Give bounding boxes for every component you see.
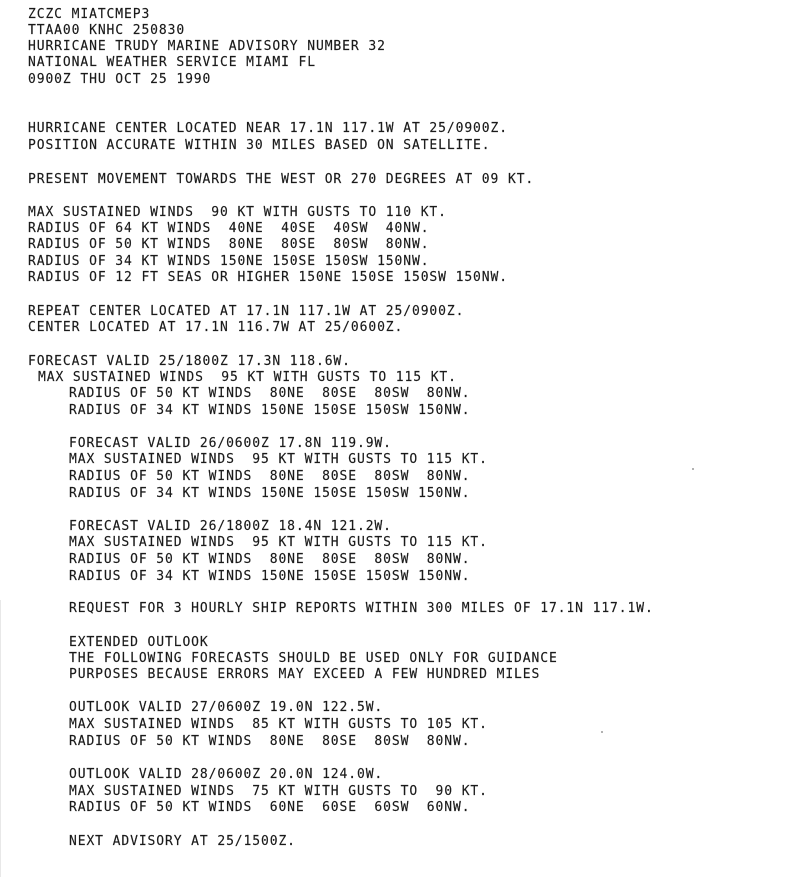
repeat-center-location: REPEAT CENTER LOCATED AT 17.1N 117.1W AT 25/0900Z.: [28, 304, 465, 319]
forecast-1-max-winds: MAX SUSTAINED WINDS 95 KT WITH GUSTS TO 115 KT.: [38, 370, 457, 385]
outlook-1-valid: OUTLOOK VALID 27/0600Z 19.0N 122.5W.: [69, 700, 384, 715]
header-line-ttaa: TTAA00 KNHC 250830: [28, 23, 186, 38]
center-location: HURRICANE CENTER LOCATED NEAR 17.1N 117.1W AT 25/0900Z.: [28, 121, 508, 136]
outlook-2-radius-50kt: RADIUS OF 50 KT WINDS 60NE 60SE 60SW 60NW.: [69, 800, 471, 815]
forecast-1-radius-34kt: RADIUS OF 34 KT WINDS 150NE 150SE 150SW 150NW.: [69, 403, 471, 418]
forecast-3-radius-50kt: RADIUS OF 50 KT WINDS 80NE 80SE 80SW 80NW.: [69, 552, 471, 567]
outlook-2-valid: OUTLOOK VALID 28/0600Z 20.0N 124.0W.: [69, 767, 384, 782]
radius-34kt-winds: RADIUS OF 34 KT WINDS 150NE 150SE 150SW 150NW.: [28, 254, 430, 269]
forecast-2-valid: FORECAST VALID 26/0600Z 17.8N 119.9W.: [69, 436, 392, 451]
ship-reports-request: REQUEST FOR 3 HOURLY SHIP REPORTS WITHIN 300 MILES OF 17.1N 117.1W.: [69, 601, 654, 616]
outlook-1-max-winds: MAX SUSTAINED WINDS 85 KT WITH GUSTS TO 105 KT.: [69, 717, 488, 732]
forecast-2-max-winds: MAX SUSTAINED WINDS 95 KT WITH GUSTS TO 115 KT.: [69, 452, 488, 467]
forecast-3-radius-34kt: RADIUS OF 34 KT WINDS 150NE 150SE 150SW 150NW.: [69, 569, 471, 584]
radius-50kt-winds: RADIUS OF 50 KT WINDS 80NE 80SE 80SW 80NW.: [28, 237, 430, 252]
extended-outlook-note-2: PURPOSES BECAUSE ERRORS MAY EXCEED A FEW HUNDRED MILES: [69, 667, 541, 682]
radius-12ft-seas: RADIUS OF 12 FT SEAS OR HIGHER 150NE 150SE 150SW 150NW.: [28, 270, 508, 285]
previous-center-location: CENTER LOCATED AT 17.1N 116.7W AT 25/0600Z.: [28, 320, 404, 335]
position-accuracy: POSITION ACCURATE WITHIN 30 MILES BASED ON SATELLITE.: [28, 138, 491, 153]
outlook-2-max-winds: MAX SUSTAINED WINDS 75 KT WITH GUSTS TO 90 KT.: [69, 784, 488, 799]
present-movement: PRESENT MOVEMENT TOWARDS THE WEST OR 270 DEGREES AT 09 KT.: [28, 172, 535, 187]
forecast-1-radius-50kt: RADIUS OF 50 KT WINDS 80NE 80SE 80SW 80NW.: [69, 386, 471, 401]
max-sustained-winds: MAX SUSTAINED WINDS 90 KT WITH GUSTS TO 110 KT.: [28, 205, 447, 220]
scan-speck: [601, 731, 603, 733]
next-advisory: NEXT ADVISORY AT 25/1500Z.: [69, 834, 296, 849]
forecast-2-radius-34kt: RADIUS OF 34 KT WINDS 150NE 150SE 150SW 150NW.: [69, 486, 471, 501]
extended-outlook-title: EXTENDED OUTLOOK: [69, 635, 209, 650]
scan-speck: [692, 468, 694, 470]
issue-time: 0900Z THU OCT 25 1990: [28, 72, 212, 87]
forecast-3-valid: FORECAST VALID 26/1800Z 18.4N 121.2W.: [69, 519, 392, 534]
outlook-1-radius-50kt: RADIUS OF 50 KT WINDS 80NE 80SE 80SW 80NW.: [69, 734, 471, 749]
radius-64kt-winds: RADIUS OF 64 KT WINDS 40NE 40SE 40SW 40NW.: [28, 221, 430, 236]
scan-edge-shadow: [0, 600, 1, 877]
issuing-office: NATIONAL WEATHER SERVICE MIAMI FL: [28, 55, 316, 70]
extended-outlook-note-1: THE FOLLOWING FORECASTS SHOULD BE USED ONLY FOR GUIDANCE: [69, 651, 558, 666]
forecast-1-valid: FORECAST VALID 25/1800Z 17.3N 118.6W.: [28, 354, 351, 369]
advisory-title: HURRICANE TRUDY MARINE ADVISORY NUMBER 32: [28, 39, 386, 54]
header-line-zczc: ZCZC MIATCMEP3: [28, 7, 151, 22]
forecast-3-max-winds: MAX SUSTAINED WINDS 95 KT WITH GUSTS TO 115 KT.: [69, 535, 488, 550]
forecast-2-radius-50kt: RADIUS OF 50 KT WINDS 80NE 80SE 80SW 80NW.: [69, 469, 471, 484]
